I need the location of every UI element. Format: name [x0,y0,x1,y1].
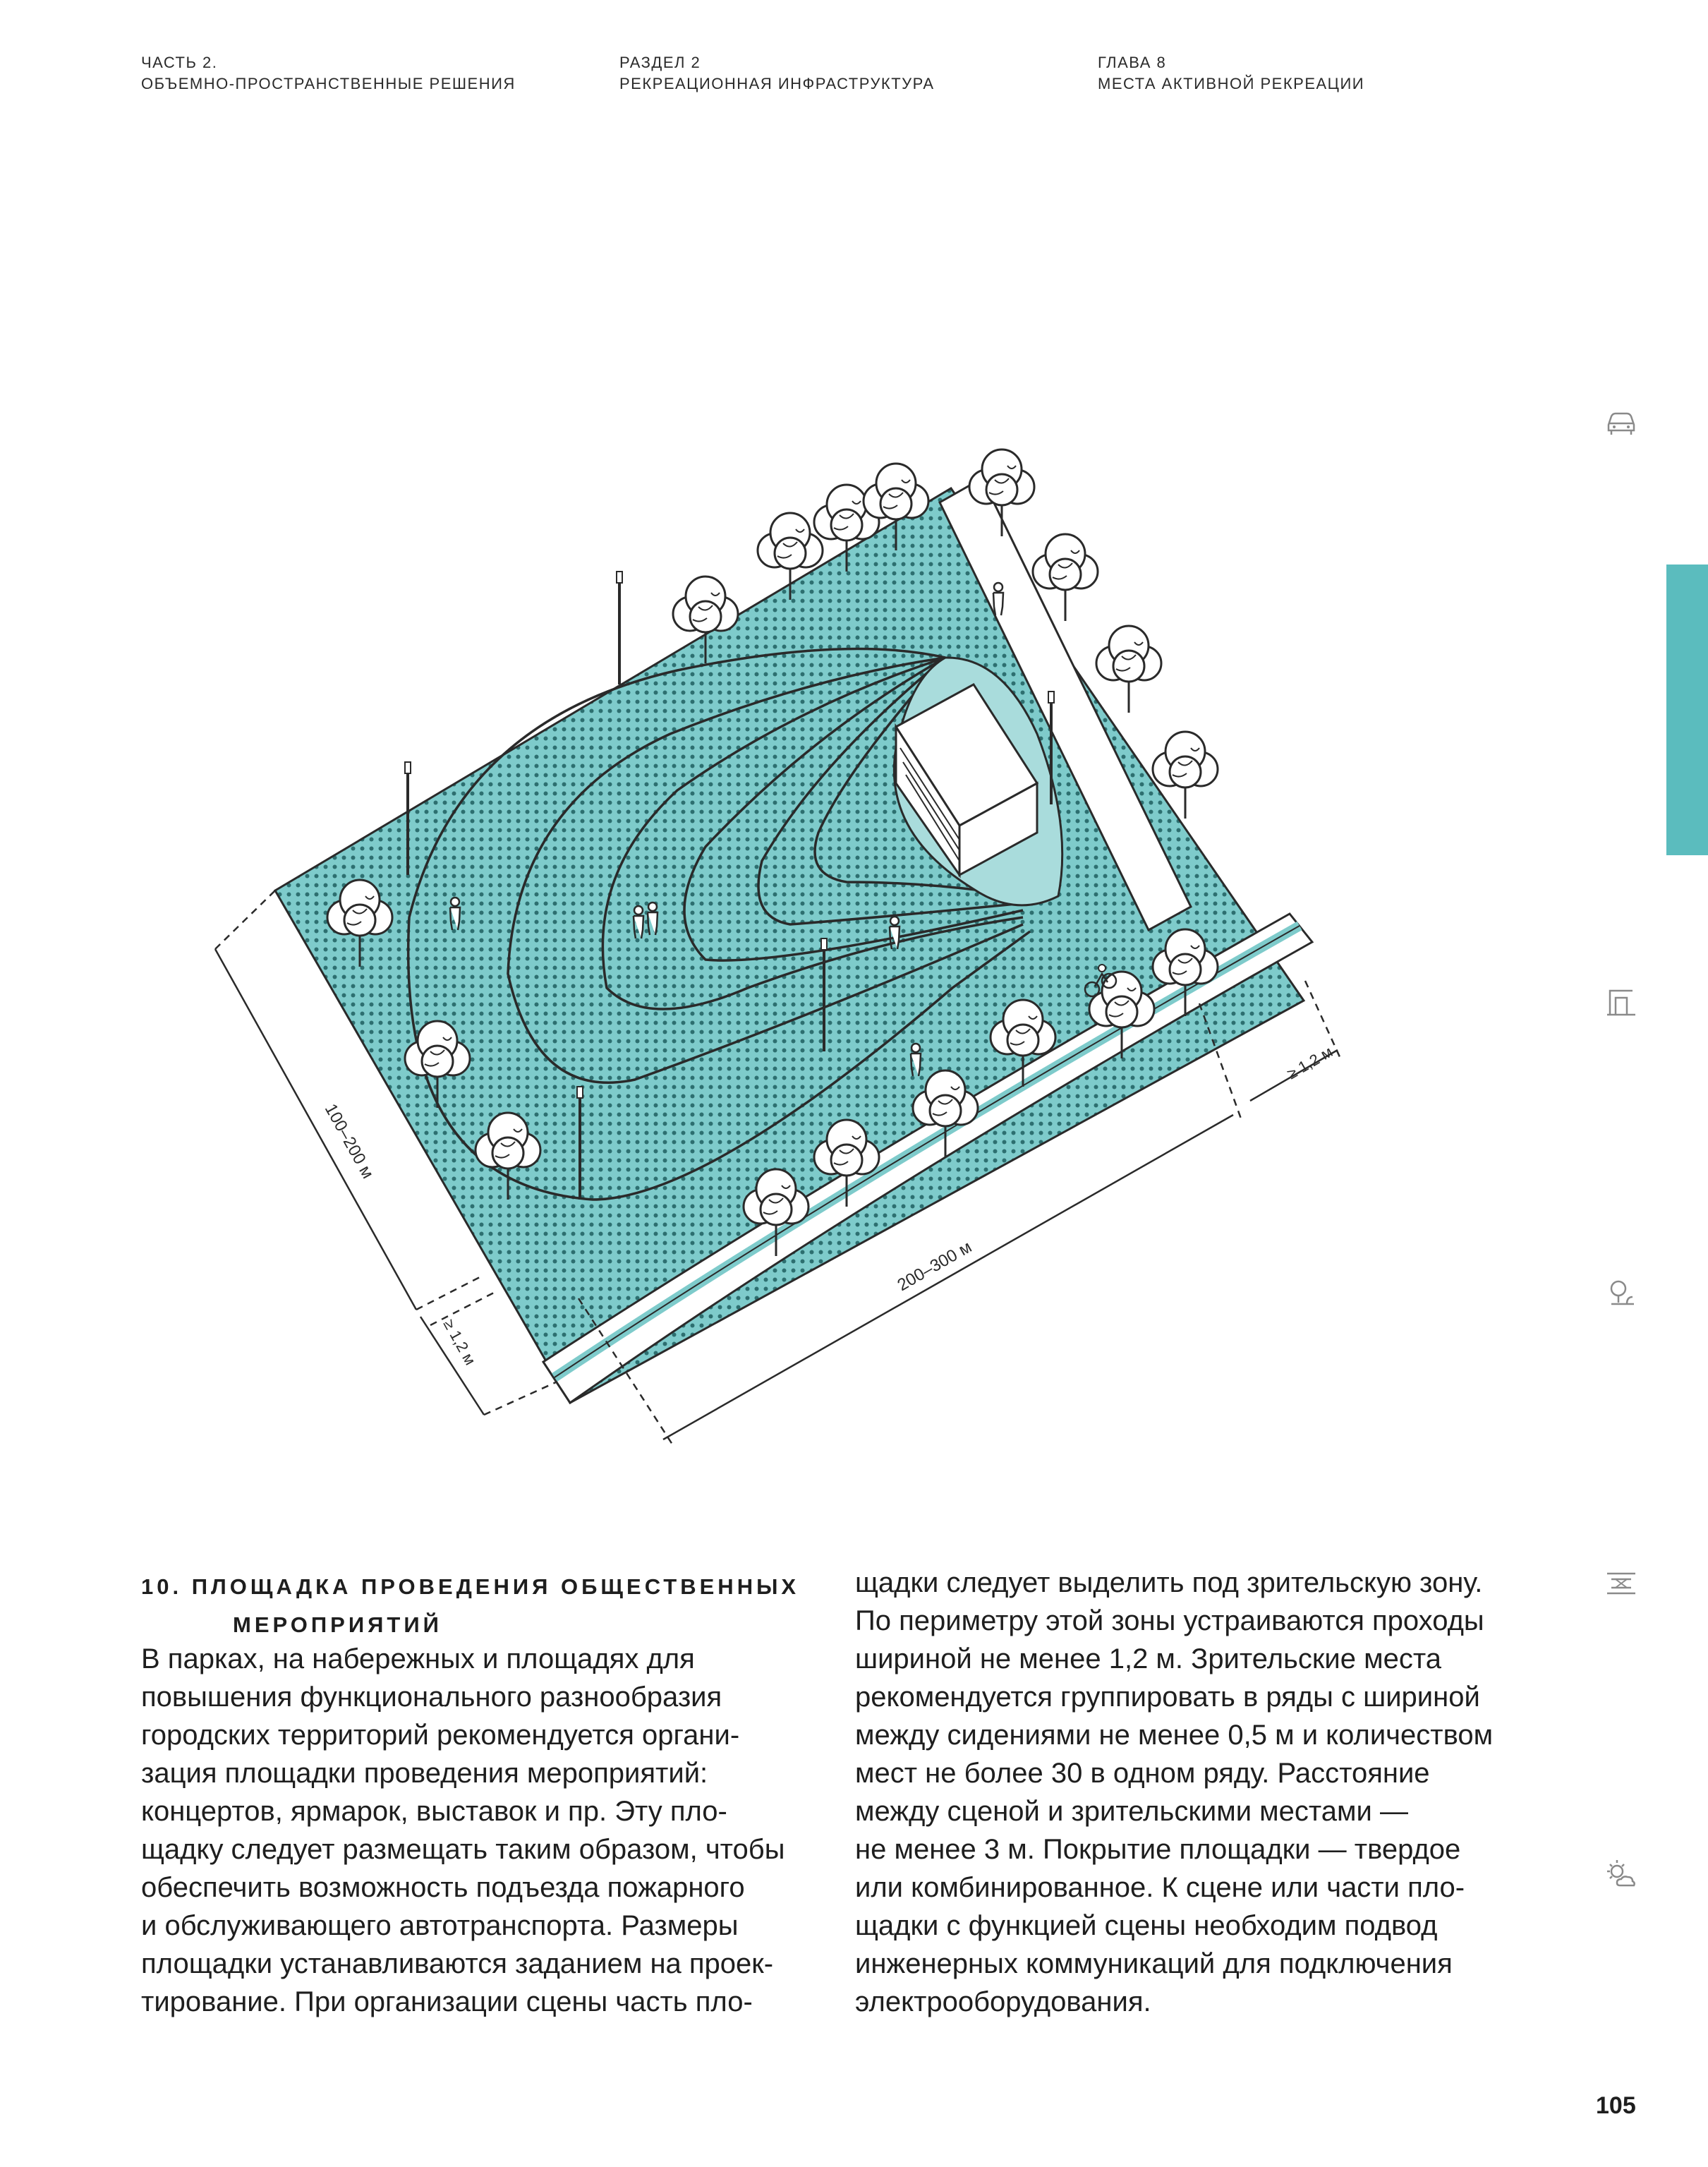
text-line: и обслуживающего автотранспорта. Размеры [141,1910,739,1941]
weather-icon[interactable] [1601,1854,1641,1894]
header-chapter [1098,52,1364,95]
text-line: между сценой и зрительскими местами — [855,1796,1408,1827]
text-line: обеспечить возможность подъезда пожарного [141,1872,745,1903]
text-line: или комбинированное. К сцене или части пло- [855,1872,1465,1903]
article-heading [141,1568,847,1644]
lamp-post [617,572,622,684]
heading-line-2: МЕРОПРИЯТИЙ [233,1612,442,1637]
car-icon[interactable] [1601,401,1641,440]
text-line: инженерных коммуникаций для подключения [855,1948,1453,1979]
text-line: щадки следует выделить под зрительскую зону. [855,1567,1483,1598]
event-site-illustration [205,437,1369,1454]
dim-walkway-right-label: ≥ 1,2 м [1284,1042,1336,1083]
text-line: В парках, на набережных и площадях для [141,1643,695,1674]
text-line: между сидениями не менее 0,5 м и количеством [855,1720,1494,1751]
text-line: мест не более 30 в одном ряду. Расстояние [855,1758,1430,1789]
bridge-icon[interactable] [1601,1564,1641,1603]
text-line: городских территорий рекомендуется органи- [141,1720,740,1751]
active-chapter-tab[interactable] [1666,565,1708,855]
text-line: повышения функционального разнообразия [141,1682,722,1713]
header-part [141,52,516,95]
dim-walkway-left-label: ≥ 1,2 м [440,1316,480,1368]
text-line: щадки с функцией сцены необходим подвод [855,1910,1438,1941]
text-line: электрооборудования. [855,1986,1151,2017]
text-line: тирование. При организации сцены часть пло- [141,1986,753,2017]
dim-width-label: 200–300 м [894,1237,975,1296]
heading-line-1: 10. ПЛОЩАДКА ПРОВЕДЕНИЯ ОБЩЕСТВЕННЫХ [141,1574,800,1599]
text-column-2 [855,1564,1568,2021]
part-title: ОБЪЕМНО-ПРОСТРАНСТВЕННЫЕ РЕШЕНИЯ [141,75,516,92]
building-icon[interactable] [1601,982,1641,1022]
site-ground [275,488,1304,1403]
text-column-1 [141,1640,854,2021]
dim-depth-label: 100–200 м [320,1100,377,1182]
page-number: 105 [1596,2092,1636,2119]
text-line: щадку следует размещать таким образом, чтобы [141,1834,785,1865]
section-label: РАЗДЕЛ 2 [619,54,701,71]
text-line: площадки устанавливаются заданием на проек- [141,1948,774,1979]
text-line: не менее 3 м. Покрытие площадки — твердое [855,1834,1461,1865]
text-line: рекомендуется группировать в ряды с шириной [855,1682,1480,1713]
text-line: шириной не менее 1,2 м. Зрительские места [855,1643,1441,1674]
text-line: зация площадки проведения мероприятий: [141,1758,708,1789]
text-line: концертов, ярмарок, выставок и пр. Эту пло- [141,1796,727,1827]
header-section [619,52,935,95]
playground-icon[interactable] [1601,1273,1641,1312]
chapter-label: ГЛАВА 8 [1098,54,1167,71]
fountain-icon[interactable] [1601,692,1641,731]
part-label: ЧАСТЬ 2. [141,54,218,71]
section-title: РЕКРЕАЦИОННАЯ ИНФРАСТРУКТУРА [619,75,935,92]
chapter-title: МЕСТА АКТИВНОЙ РЕКРЕАЦИИ [1098,75,1365,92]
text-line: По периметру этой зоны устраиваются проходы [855,1605,1484,1636]
